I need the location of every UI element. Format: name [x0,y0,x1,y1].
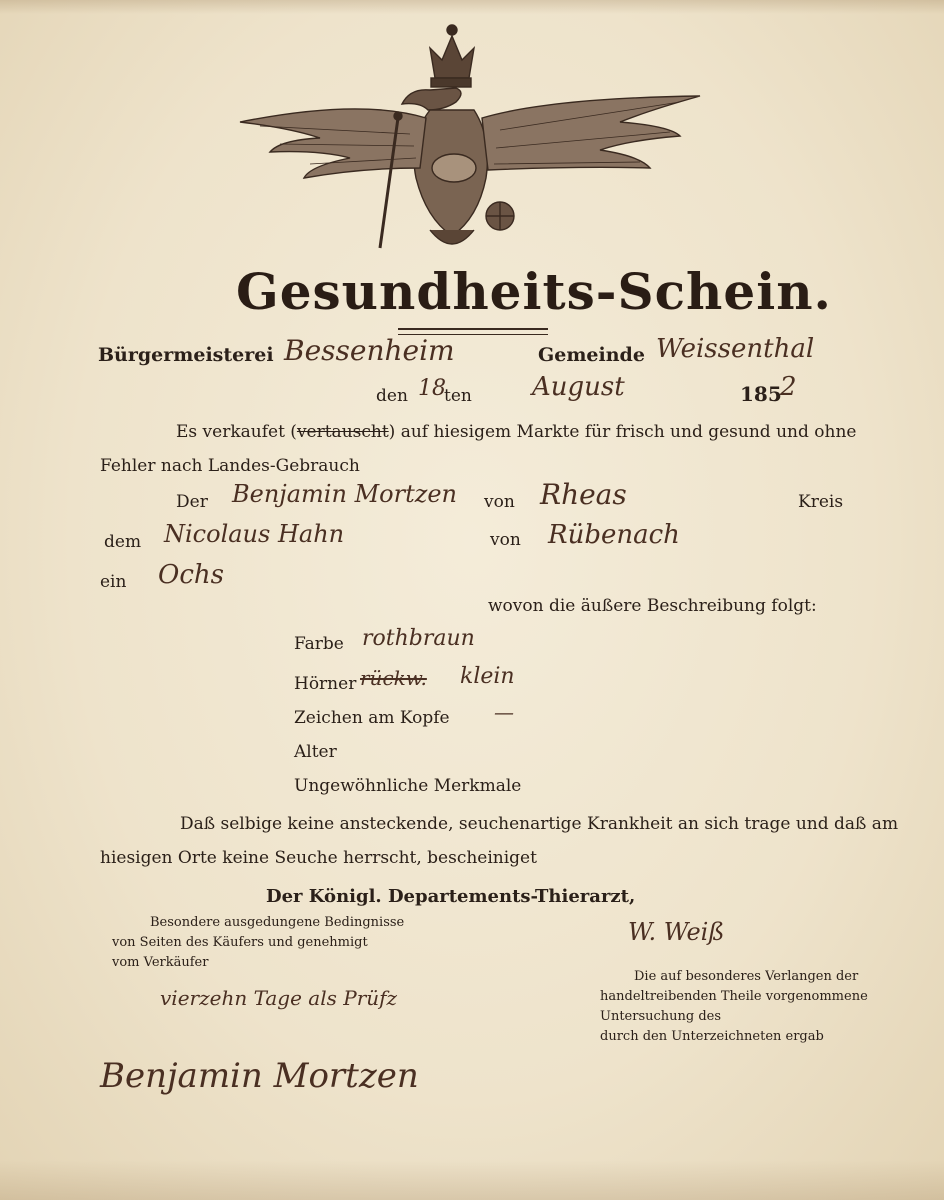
field-zeichen-value: — [494,700,514,724]
signatory-title: Der Königl. Departements-Thierarzt, [266,886,636,907]
buergermeisterei-label: Bürgermeisterei [98,344,274,366]
paper-fold-shadow [0,0,944,14]
field-alter-label: Alter [294,742,337,762]
sale-statement-line-2: Fehler nach Landes-Gebrauch [100,456,360,476]
gemeinde-label: Gemeinde [538,344,645,366]
document-title: Gesundheits-Schein. [236,262,832,321]
description-intro: wovon die äußere Beschreibung folgt: [488,596,817,616]
field-hoerner-label: Hörner [294,674,357,694]
field-merkmale-label: Ungewöhnliche Merkmale [294,776,522,796]
field-hoerner-value: klein [460,664,515,689]
buyer-place-value: Rübenach [548,520,680,550]
date-prefix: den [376,386,408,406]
struck-word: vertauscht [296,422,389,442]
investigation-line-2: handeltreibenden Theile vorgenommene [600,989,868,1004]
crowned-eagle-icon [230,18,710,258]
conditions-line-1: Besondere ausgedungene Bedingnisse [150,915,405,930]
dem-label: dem [104,532,142,552]
kreis-label: Kreis [798,492,844,512]
date-year-printed: 185 [740,382,782,406]
date-day-suffix: ten [444,386,472,406]
vet-signature: W. Weiß [628,918,725,946]
sale-statement-line-1: Es verkaufet (vertauscht) auf hiesigem Markte für frisch und gesund und ohne [176,422,857,442]
certify-line-2: hiesigen Orte keine Seuche herrscht, bescheiniget [100,848,537,868]
buergermeisterei-value: Bessenheim [284,334,455,367]
seller-place-value: Rheas [540,478,627,511]
von-label-seller: von [484,492,515,512]
date-month-value: August [532,372,625,402]
field-farbe-value: rothbraun [362,626,475,651]
seller-signature: Benjamin Mortzen [100,1056,419,1096]
der-label: Der [176,492,208,512]
field-zeichen-label: Zeichen am Kopfe [294,708,450,728]
ein-label: ein [100,572,127,592]
conditions-line-3: vom Verkäufer [112,955,209,970]
animal-value: Ochs [158,560,224,590]
paper-worn-edge [0,1160,944,1200]
conditions-line-2: von Seiten des Käufers und genehmigt [112,935,368,950]
date-day-value: 18 [418,376,446,401]
investigation-line-1: Die auf besonderes Verlangen der [634,969,859,984]
gemeinde-value: Weissenthal [656,334,815,364]
certify-line-1: Daß selbige keine ansteckende, seuchenartige Krankheit an sich trage und daß am [180,814,899,834]
date-year-written: 2 [780,372,797,402]
investigation-line-4: durch den Unterzeichneten ergab [600,1029,824,1044]
von-label-buyer: von [490,530,521,550]
investigation-line-3: Untersuchung des [600,1009,722,1024]
field-hoerner-struck: rückw. [360,666,427,690]
buyer-name-value: Nicolaus Hahn [164,520,345,548]
seller-name-value: Benjamin Mortzen [232,480,458,508]
field-farbe-label: Farbe [294,634,344,654]
conditions-value: vierzehn Tage als Prüfz [160,986,398,1010]
